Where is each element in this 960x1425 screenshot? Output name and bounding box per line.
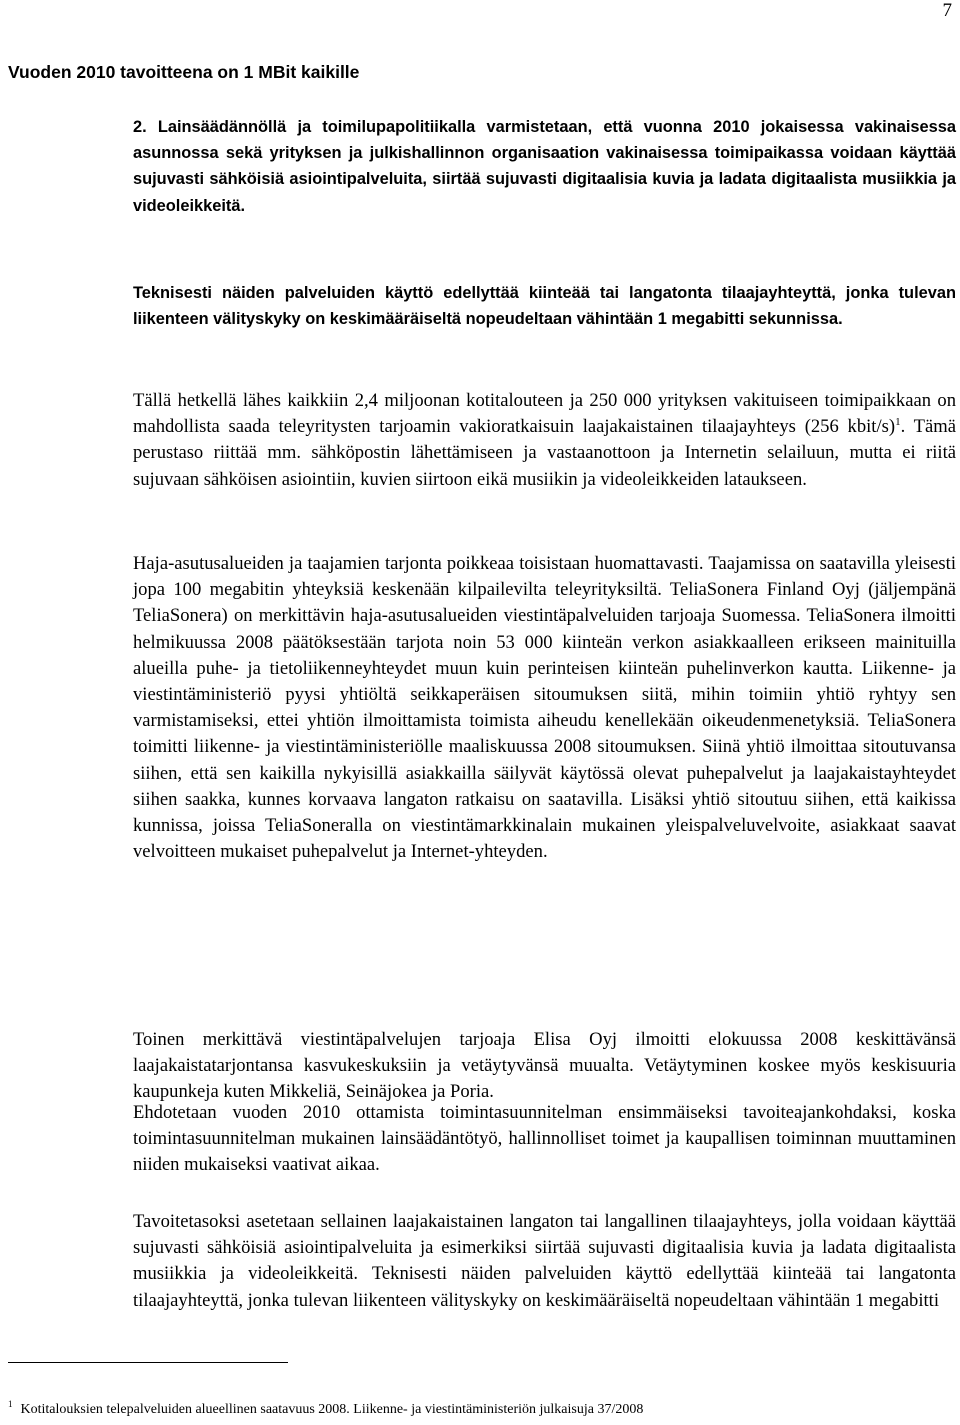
footnote (8, 1399, 644, 1418)
footnote-divider (8, 1362, 288, 1363)
paragraph-proposal: 2. Lainsäädännöllä ja toimilupapolitiikalla varmistetaan, että vuonna 2010 jokaisessa vakinaisessa asunnossa sekä yrityksen ja julkishallinnon organisaation vakinaisessa toimipaikassa voidaan käyttää sujuvasti sähköisiä asiointipalveluita, siirtää sujuvasti digitaalisia kuvia ja ladata digitaalista musiikkia ja videoleikkeitä. (133, 118, 956, 215)
page-number: 7 (942, 0, 952, 21)
footnote-mark: 1 (8, 1399, 13, 1410)
footnote-text: Kotitalouksien telepalveluiden alueellinen saatavuus 2008. Liikenne- ja viestintäministeriön julkaisuja 37/2008 (20, 1402, 644, 1417)
paragraph-current-situation-start: Tällä hetkellä lähes kaikkiin 2,4 miljoonan kotitalouteen ja 250 000 yrityksen vakituiseen toimipaikkaan on mahdollista saada teleyritysten tarjoamin vakioratkaisuin laajakaistainen tilaajayhteys (256 kbit/s) (133, 390, 956, 438)
section-heading: Vuoden 2010 tavoitteena on 1 MBit kaikille (8, 62, 360, 82)
paragraph-schedule-proposal: Ehdotetaan vuoden 2010 ottamista toimintasuunnitelman ensimmäiseksi tavoiteajankohdaksi, koska toimintasuunnitelman mukainen lainsäädäntötyö, hallinnolliset toimet ja kaupallisen toiminnan muuttaminen niiden mukaiseksi vaativat aikaa. (133, 1102, 956, 1176)
paragraph-target-level: Tavoitetasoksi asetetaan sellainen laajakaistainen langaton tai langallinen tilaajayhteys, jolla voidaan käyttää sujuvasti sähköisiä asiointipalveluita ja esimerkiksi siirtää sujuvasti digitaalisia kuvia ja ladata digitaalista musiikkia ja videoleikkeitä. Teknisesti näiden palveluiden käyttö edellyttää kiinteää tai langatonta tilaajayhteyttä, jonka tulevan liikenteen välityskyky on keskimääräiseltä nopeudeltaan vähintään 1 megabitti (133, 1211, 956, 1311)
paragraph-regional-differences: Haja-asutusalueiden ja taajamien tarjonta poikkeaa toisistaan huomattavasti. Taajamissa on saatavilla yleisesti jopa 100 megabitin yhteyksiä keskenään kilpailevilta teleyrityksiltä. TeliaSonera Finland Oyj (jäljempänä TeliaSonera) on merkittävin haja-asutusalueiden viestintäpalveluiden tarjoaja Suomessa. TeliaSonera ilmoitti helmikuussa 2008 päätöksestään tarjota noin 53 000 kiinteän verkon asiakkaalleen erikseen mainituilla alueilla puhe- ja tietoliikenneyhteydet muun kuin perinteisen kiinteän puhelinverkon kautta. Liikenne- ja viestintäministeriö pyysi yhtiöltä seikkaperäisen sitoumuksen siitä, mihin toimiin yhtiö ryhtyy sen varmistamiseksi, ettei yhtiön ilmoittamista toimista aiheudu kenellekään oikeudenmenetyksiä. TeliaSonera toimitti liikenne- ja viestintäministeriölle maaliskuussa 2008 sitoumuksen. Siinä yhtiö ilmoittaa sitoutuvansa siihen, että sen kaikilla nykyisillä asiakkailla säilyvät käytössä olevat puhepalvelut ja laajakaistayhteydet siihen saakka, kunnes korvaava langaton ratkaisu on saatavilla. Lisäksi yhtiö sitoutuu siihen, että kaikissa kunnissa, joissa TeliaSoneralla on viestintämarkkinalain mukainen yleispalveluvelvoite, asiakkaat saavat velvoitteen mukaiset puhepalvelut ja Internet-yhteyden. (133, 553, 956, 863)
paragraph-current-situation-end: . Tämä perustaso riittää mm. sähköpostin lähettämiseen ja vastaanottoon ja Internetin selailuun, mutta ei riitä sujuvaan sähköisen asiointiin, kuvien siirtoon eikä musiikin ja videoleikkeiden lataukseen. (133, 416, 956, 490)
paragraph-elisa: Toinen merkittävä viestintäpalvelujen tarjoaja Elisa Oyj ilmoitti elokuussa 2008 keskittävänsä laajakaistatarjontansa kasvukeskuksiin ja vetäytyvänsä muualta. Vetäytyminen koskee myös keskisuuria kaupunkeja kuten Mikkeliä, Seinäjokea ja Poria. (133, 1029, 956, 1103)
paragraph-technical-requirement: Teknisesti näiden palveluiden käyttö edellyttää kiinteää tai langatonta tilaajayhteyttä, jonka tulevan liikenteen välityskyky on keskimääräiseltä nopeudeltaan vähintään 1 megabitti sekunnissa. (133, 284, 956, 329)
footnote-reference: 1 (895, 416, 901, 429)
paragraph-current-situation (133, 388, 956, 493)
